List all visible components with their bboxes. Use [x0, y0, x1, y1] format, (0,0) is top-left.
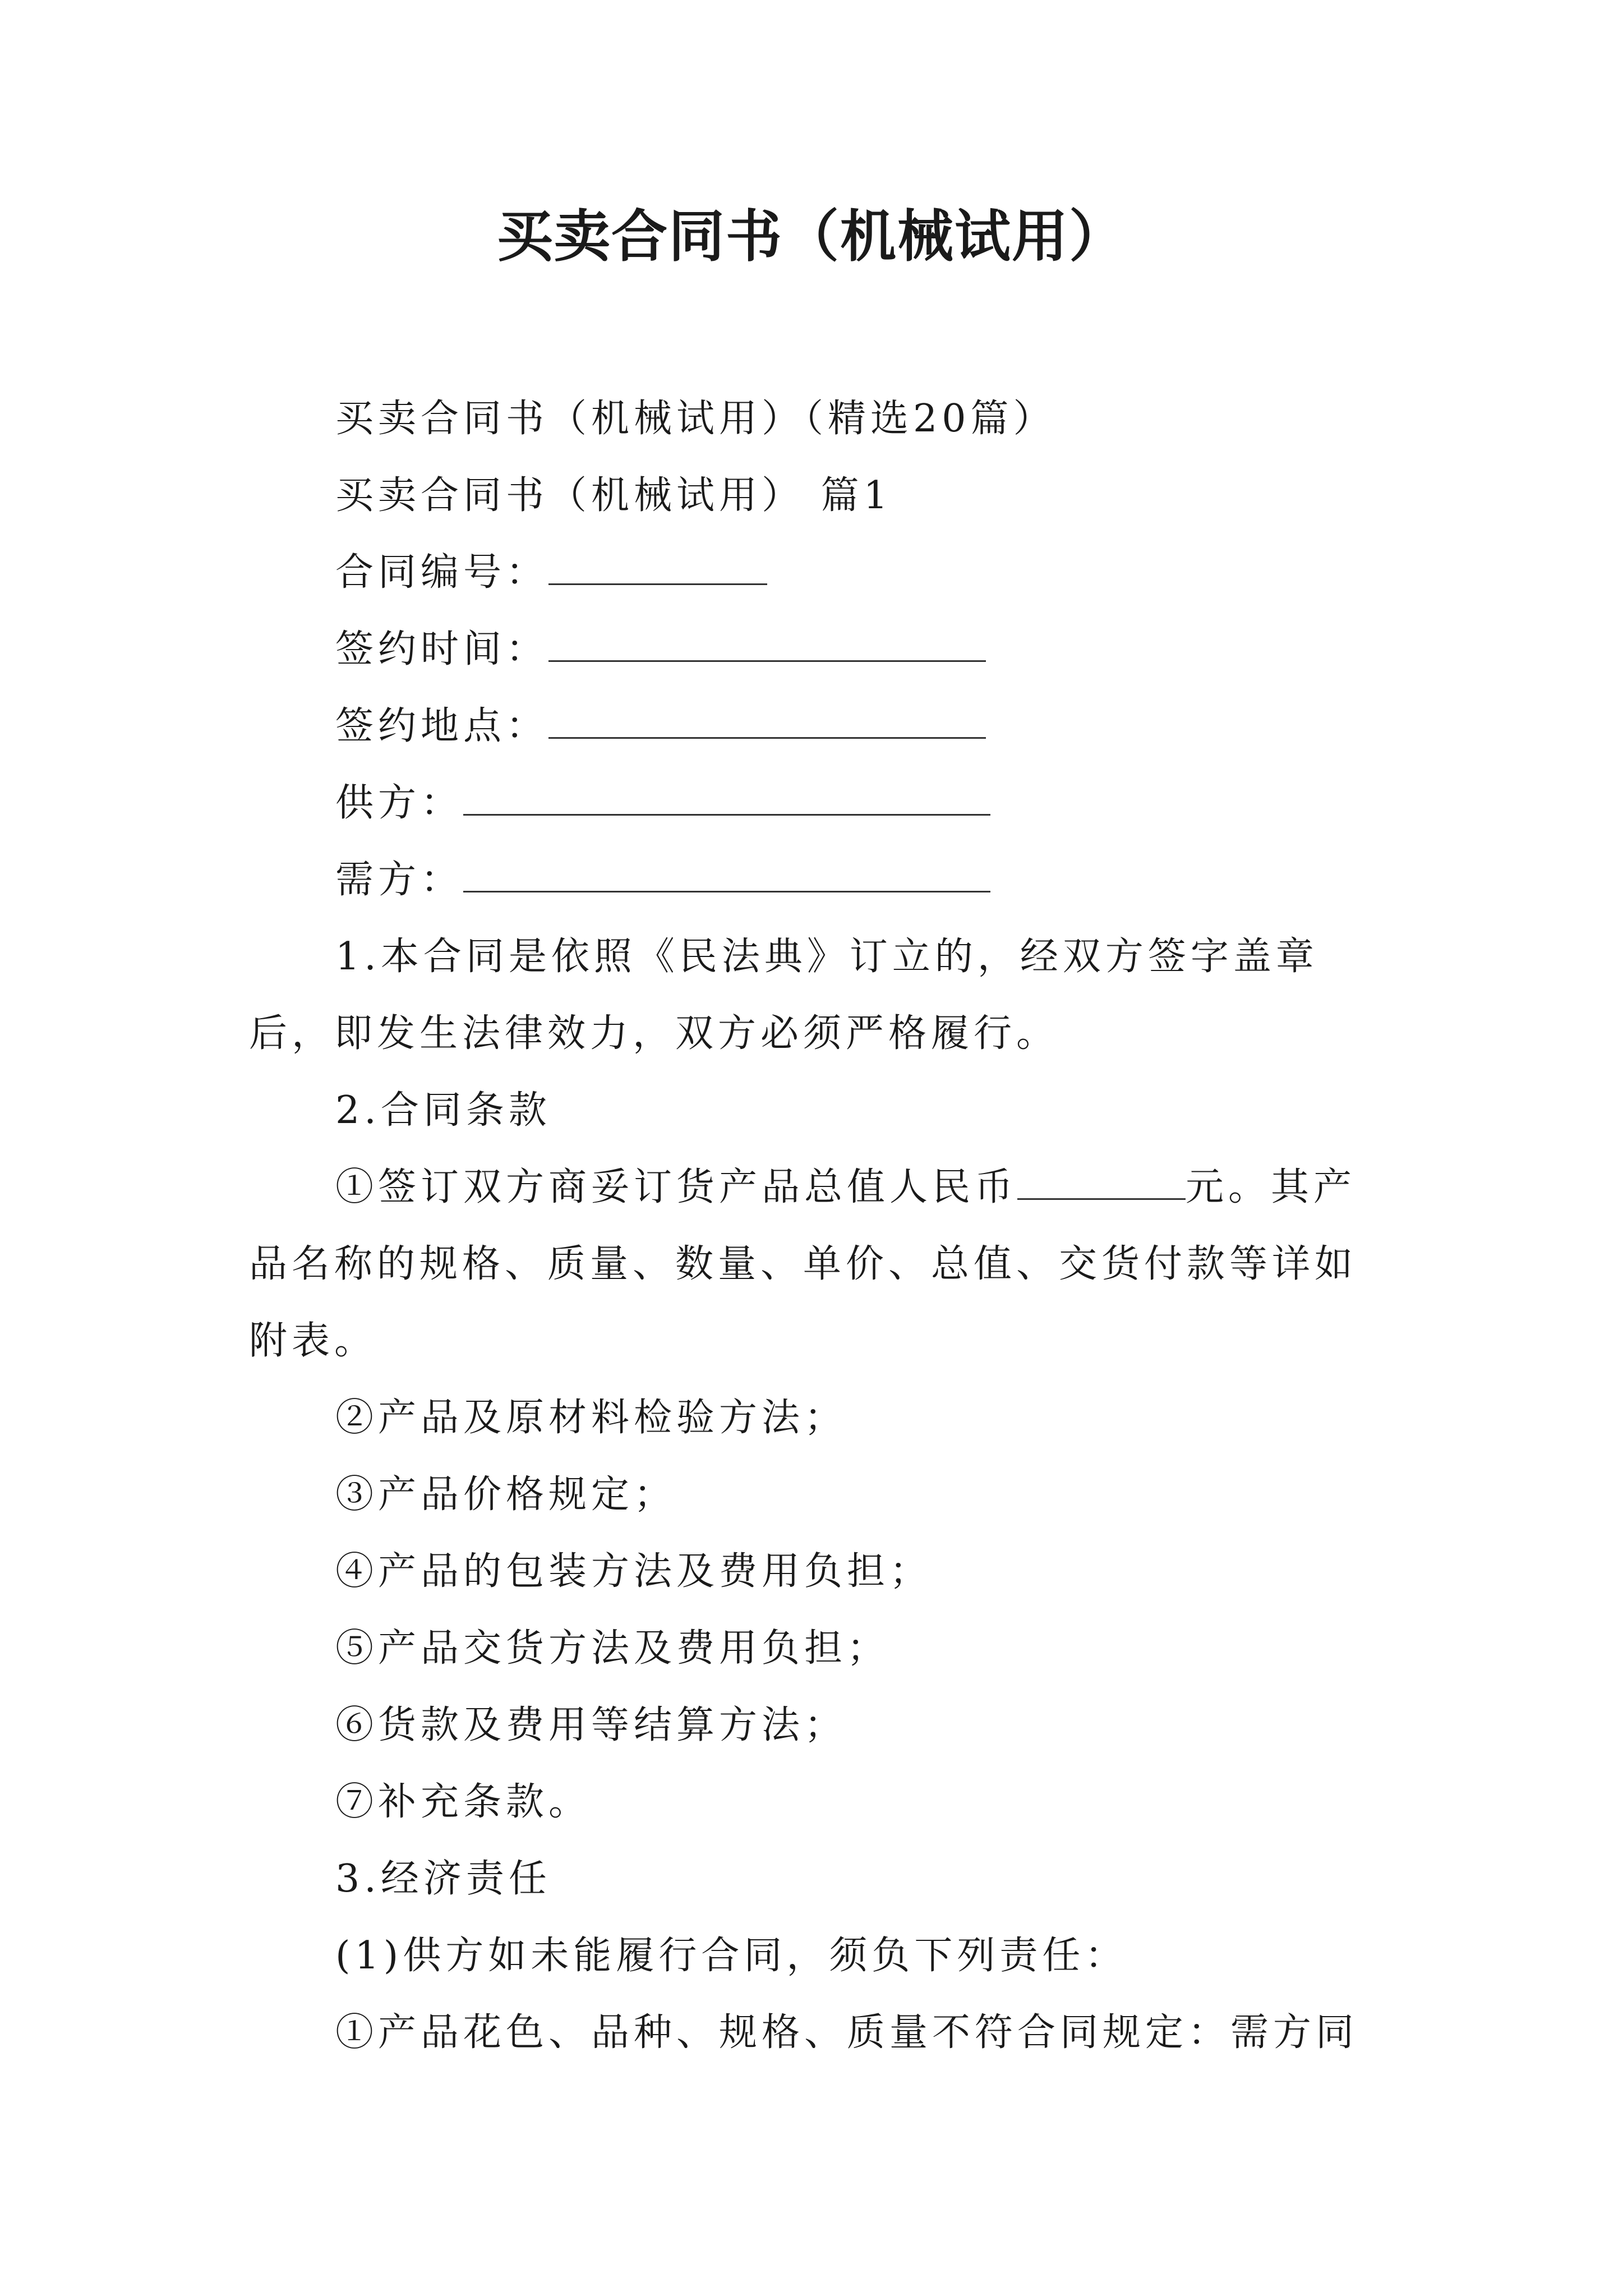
supplier-label: 供方： — [335, 781, 464, 825]
supplier-field — [249, 765, 1384, 841]
clause-3-sub-1-item-1: ①产品花色、品种、规格、质量不符合同规定：需方同 — [335, 2010, 1359, 2055]
clause-2-item-1 — [249, 1149, 1384, 1379]
buyer-blank[interactable] — [463, 858, 990, 892]
sign-place-field — [249, 688, 1384, 765]
clause-3-heading: 3.经济责任 — [335, 1857, 551, 1901]
document-subtitle: 买卖合同书（机械试用）（精选20篇） — [335, 397, 1056, 441]
buyer-field — [249, 841, 1384, 918]
clause-2-item-7: ⑦补充条款。 — [335, 1780, 592, 1824]
document-title: 买卖合同书（机械试用） — [497, 204, 1126, 269]
clause-1: 1.本合同是依照《民法典》订立的，经双方签字盖章后，即发生法律效力，双方必须严格履行。 — [249, 935, 1318, 1056]
clause-2-item-6: ⑥货款及费用等结算方法； — [335, 1703, 847, 1747]
contract-number-label: 合同编号： — [335, 550, 549, 595]
buyer-label: 需方： — [335, 858, 464, 902]
clause-2-item-5: ⑤产品交货方法及费用负担； — [335, 1626, 890, 1671]
sign-time-field — [249, 611, 1384, 688]
clause-2-item-2: ②产品及原材料检验方法； — [335, 1396, 847, 1440]
sign-place-blank[interactable] — [548, 705, 986, 739]
contract-number-field — [249, 534, 1384, 611]
total-value-blank[interactable] — [1017, 1166, 1186, 1200]
clause-2-heading: 2.合同条款 — [335, 1088, 551, 1133]
sign-time-label: 签约时间： — [335, 627, 549, 671]
clause-2-item-4: ④产品的包装方法及费用负担； — [335, 1549, 933, 1594]
document-body — [249, 380, 1384, 2071]
section-heading: 买卖合同书（机械试用） 篇1 — [335, 473, 892, 518]
clause-3-sub-1: (1)供方如未能履行合同，须负下列责任： — [335, 1934, 1128, 1978]
clause-2-item-3: ③产品价格规定； — [335, 1473, 677, 1517]
sign-time-blank[interactable] — [548, 628, 986, 662]
contract-number-blank[interactable] — [548, 551, 767, 585]
sign-place-label: 签约地点： — [335, 704, 549, 748]
clause-2-item-1-part-b: 元。其产品名称的规格、质量、数量、单价、总值、交货付款等详如附表。 — [249, 1165, 1358, 1363]
clause-2-item-1-part-a: ①签订双方商妥订货产品总值人民币 — [335, 1165, 1018, 1209]
supplier-blank[interactable] — [463, 781, 990, 816]
